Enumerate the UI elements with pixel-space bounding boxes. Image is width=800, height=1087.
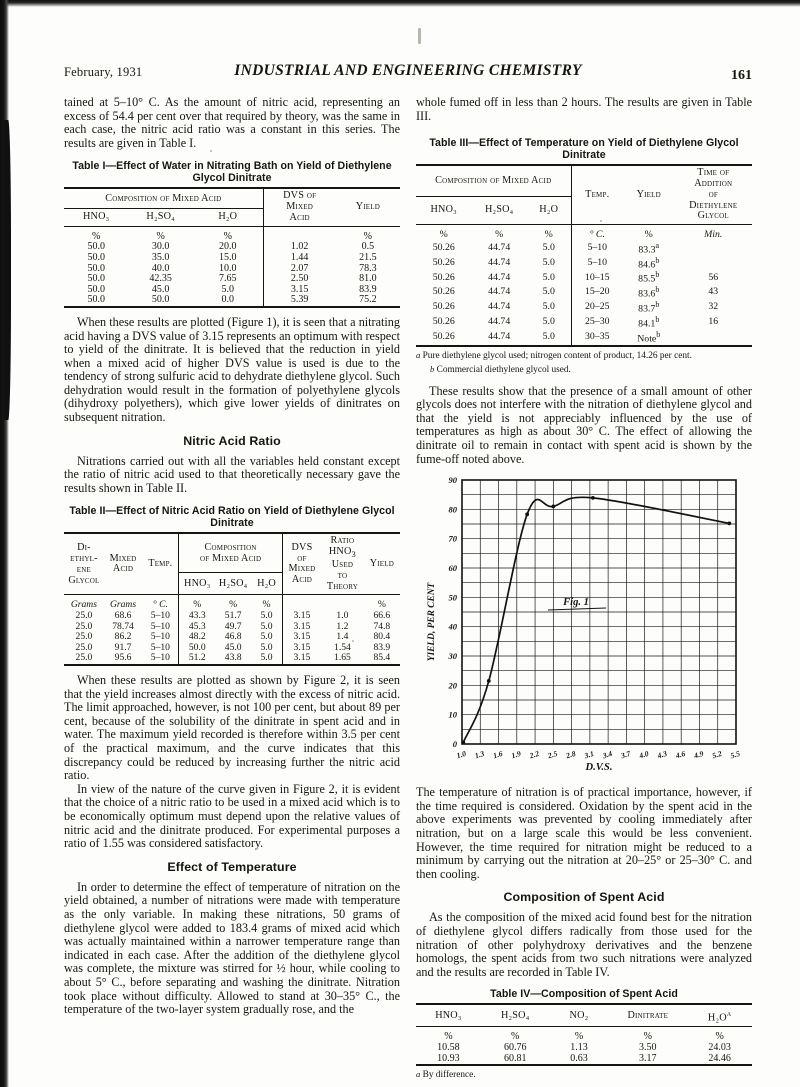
table-row	[416, 241, 752, 256]
paragraph-temperature-results: These results show that the presence of a small amount of other glycols does not interfere with the nitration of diethylene glycol and that the yield is not appreciably influenced by the use of temperatures as high as about 30° C. The effect of allowing the dinitrate oil to remain in contact with spent acid is shown by the fume-off noted above.	[416, 383, 752, 466]
cell: 45.0	[151, 283, 170, 295]
cell: 1.54	[334, 641, 351, 653]
cell: 43.8	[215, 653, 251, 665]
cell: 44.74	[471, 330, 527, 346]
table-3-unit-5: Min.	[704, 229, 723, 241]
paragraph-figure2-discussion: When these results are plotted as shown by Figure 2, it is seen that the yield increases almost directly with the excess of nitric acid. The limit approached, however, is not 100 per cent, but about 89 per cent, because of the solubility of the dinitrate in spent acid and in water. The maximum yield recorded is therefore within 3.5 per cent of the practical maximum, and the curve indicates that this discrepancy could be reduced by increasing further the nitric acid ratio.	[64, 673, 400, 783]
svg-text:5.2: 5.2	[711, 749, 723, 761]
table-1-col-dvs: DVS of Mixed Acid	[263, 188, 336, 226]
paragraph-spent-acid: As the composition of the mixed acid found best for the nitration of diethylene glycol differs radically from those used for the nitration of other polyhydroxy derivatives and the benzene homologs, the spent acids from two such nitrations were analyzed and the results are recorded in Table IV.	[416, 910, 752, 979]
table-1	[64, 160, 400, 308]
table-4-unit-4: %	[715, 1031, 724, 1043]
cell: 50.26	[432, 316, 455, 328]
cell: 5.0	[260, 610, 273, 622]
cell: 74.8	[373, 620, 391, 632]
paragraph-practical-importance: The temperature of nitration is of practical importance, however, if the time required is considered. Oxidation by the spent acid in the above experiments was prevented by cooling immediately after nitration, but on a large scale this would be less convenient. However, the time required for nitration might be reduced to a minimum by carrying out the nitration at 20–25° or 25–30° C. and then cooling.	[416, 785, 752, 881]
cell: 50.26	[432, 271, 455, 283]
cell: 83.9	[373, 641, 391, 653]
cell: 42.35	[149, 273, 172, 285]
table-1-group-header: Composition of Mixed Acid	[64, 188, 263, 208]
table-row	[416, 256, 752, 271]
figure-1	[416, 472, 752, 778]
table-2-unit-6	[282, 595, 321, 611]
table-3-grid	[416, 164, 752, 347]
cell: 0.0	[193, 295, 263, 307]
table-row	[64, 295, 400, 307]
cell: 85.5$^b$	[638, 270, 660, 285]
cell: 10.0	[219, 262, 237, 274]
cell: 85.4	[364, 653, 400, 665]
cell: 1.44	[263, 253, 336, 264]
table-2-col-temp: Temp.	[148, 558, 173, 570]
svg-text:5.5: 5.5	[729, 749, 742, 761]
cell: 43.3	[179, 611, 215, 622]
table-3-unit-3: ° C.	[571, 225, 623, 241]
table-2-group-header: Composition of Mixed Acid	[179, 533, 282, 572]
cell: 3.15	[282, 622, 321, 633]
svg-text:90: 90	[448, 475, 457, 486]
table-4-unit-1: %	[511, 1031, 520, 1043]
cell: 32	[708, 301, 719, 313]
table-3-col-temp: Temp.	[571, 165, 623, 224]
cell: 44.74	[488, 256, 511, 268]
svg-text:3.1: 3.1	[583, 749, 595, 761]
cell: 5.0	[542, 286, 555, 298]
cell: 20.0	[219, 241, 237, 253]
cell: 3.15	[282, 643, 321, 654]
cell: 84.1$^b$	[638, 315, 660, 330]
cell: 49.7	[224, 620, 242, 632]
table-3-group-header: Composition of Mixed Acid	[416, 165, 571, 196]
table-row	[416, 300, 752, 315]
cell: 25.0	[75, 620, 93, 632]
svg-text:1.9: 1.9	[510, 749, 522, 761]
table-2-col-glycol: Di- ethyl- ene Glycol	[68, 542, 100, 586]
cell: 50.26	[432, 256, 455, 268]
cell: 3.50	[639, 1042, 657, 1054]
cell: 5.0	[542, 301, 555, 313]
cell: 50.0	[87, 273, 105, 285]
page-number: 161	[731, 68, 752, 83]
figure-1-chart	[416, 472, 752, 778]
table-2-unit-8: %	[377, 599, 386, 611]
cell: 44.74	[488, 241, 511, 253]
table-row	[416, 285, 752, 300]
cell: 5.0	[260, 620, 273, 632]
chart-curve	[463, 497, 729, 742]
paragraph-nitrations: Nitrations carried out with all the variables held constant except the ratio of nitric acid used to that theoretically necessary gave the results shown in Table II.	[64, 453, 400, 495]
running-head	[64, 62, 752, 84]
cell: 50.0	[179, 643, 215, 654]
cell: 21.5	[359, 251, 377, 263]
table-2-col-h2so4: H₂SO₄	[215, 573, 251, 595]
journal-title: INDUSTRIAL AND ENGINEERING CHEMISTRY	[234, 62, 582, 79]
cell: 66.6	[373, 610, 391, 622]
table-2-col-dvs: DVS of Mixed Acid	[282, 533, 321, 595]
table-4-col-h2o: $H_2O^a$	[707, 1009, 732, 1024]
cell: 1.2	[336, 620, 349, 632]
paragraph-dvs-optimum: When these results are plotted (Figure 1), it is seen that a nitrating acid having a DVS value of 3.15 represents an optimum with respect to yield of the dinitrate. It is believed that the reduction in yield when a mixed acid of higher DVS value is used is due to the tendency of strong sulfuric acid to dehydrate diethylene glycol. Such dehydration would result in the formation of polyethylene glycols (dihydroxy polyethers), which give lower yields of dinitrates on subsequent nitration.	[64, 314, 400, 425]
svg-text:40: 40	[448, 621, 457, 632]
cell: 24.03	[708, 1042, 731, 1054]
cell	[675, 256, 753, 271]
table-2-col-mixed-acid: Mixed Acid	[109, 552, 137, 575]
cell: 48.2	[179, 632, 215, 643]
cell: 68.6	[114, 610, 132, 622]
cell: 25.0	[75, 610, 93, 622]
table-row	[64, 653, 400, 665]
cell: 25–30	[571, 315, 623, 330]
cell: 75.2	[336, 295, 400, 307]
table-3-col-yield: Yield	[636, 188, 661, 200]
svg-text:1.3: 1.3	[473, 749, 486, 761]
heading-composition-spent-acid: Composition of Spent Acid	[503, 890, 665, 905]
table-3	[416, 137, 752, 375]
cell: 7.65	[219, 273, 237, 285]
cell: 50.0	[87, 241, 105, 253]
table-2-col-ratio: Ratio $HNO_3$ Used to Theory	[326, 535, 358, 592]
cell: 60.76	[503, 1042, 527, 1054]
table-3-footnote-b: b Commercial diethylene glycol used.	[430, 364, 571, 376]
svg-text:2.2: 2.2	[528, 749, 541, 761]
table-2-unit-0: Grams	[70, 599, 97, 611]
paragraph-fumed-off: whole fumed off in less than 2 hours. The results are given in Table III.	[416, 95, 752, 123]
table-4-unit-0: %	[444, 1031, 453, 1043]
chart-x-tick-labels	[455, 749, 741, 761]
chart-gridlines	[462, 480, 736, 744]
cell: 80.4	[373, 631, 391, 643]
cell: 44.74	[488, 271, 511, 283]
heading-effect-of-temperature: Effect of Temperature	[167, 859, 297, 874]
cell: 30.0	[151, 241, 170, 253]
svg-text:80: 80	[448, 504, 457, 515]
svg-text:1.0: 1.0	[455, 749, 468, 761]
table-3-col-hno3: HNO₃	[416, 196, 471, 224]
cell: 5–10	[150, 620, 170, 632]
table-row	[416, 1054, 752, 1066]
cell: 46.8	[224, 631, 242, 643]
cell: 43	[708, 286, 719, 298]
scan-artifact-left	[0, 0, 9, 1087]
cell: 24.46	[687, 1054, 752, 1066]
svg-text:2.8: 2.8	[565, 749, 577, 761]
cell: 44.74	[488, 286, 511, 298]
table-4-col-h2so4: H₂SO₄	[500, 1010, 530, 1022]
table-2-title: Table II—Effect of Nitric Acid Ratio on Yield of Diethylene Glycol Dinitrate	[69, 505, 395, 530]
cell	[675, 330, 753, 346]
cell: 50.0	[87, 283, 105, 295]
cell: 0.63	[550, 1054, 609, 1066]
svg-text:4.0: 4.0	[638, 749, 650, 761]
right-column	[416, 96, 752, 1087]
table-2-unit-3: %	[179, 595, 215, 611]
table-2-grid	[64, 532, 400, 666]
table-1-col-h2o: H₂O	[193, 208, 263, 226]
table-3-footnote-a: a Pure diethylene glycol used; nitrogen content of product, 14.26 per cent.	[416, 349, 692, 361]
table-4-col-no2: NO₂	[569, 1010, 589, 1022]
chart-figure-label-underline	[548, 608, 606, 610]
svg-text:3.4: 3.4	[601, 749, 614, 761]
scan-speck	[418, 28, 421, 44]
cell: 50.26	[432, 301, 455, 313]
cell: 1.0	[336, 610, 349, 622]
table-4-footnote-a: a By difference.	[416, 1069, 476, 1081]
cell: 30–35	[571, 330, 623, 346]
table-4-title: Table IV—Composition of Spent Acid	[490, 988, 678, 1001]
table-1-unit-3	[263, 226, 336, 242]
cell: Note$^b$	[623, 330, 675, 346]
cell: 78.3	[359, 262, 377, 274]
table-row	[64, 253, 400, 264]
cell: 25.0	[75, 641, 93, 653]
cell: 50.0	[87, 251, 105, 263]
cell: 10.93	[416, 1054, 481, 1066]
table-4-col-hno3: HNO₃	[435, 1010, 462, 1022]
paragraph-continued: tained at 5–10° C. As the amount of nitric acid, representing an excess of 54.4 per cent over that required by theory, was the same in each case, the nitric acid ratio was a constant in this series. The results are given in Table I.	[64, 95, 400, 150]
table-2-col-h2o: H₂O	[251, 573, 282, 595]
cell: 2.50	[263, 274, 336, 285]
cell: 51.2	[179, 653, 215, 665]
cell: 81.0	[359, 273, 377, 285]
cell: 3.15	[282, 611, 321, 622]
table-2-unit-2: ° C.	[152, 599, 168, 611]
issue-date: February, 1931	[64, 65, 143, 79]
cell: 35.0	[151, 251, 170, 263]
table-1-unit-0: %	[92, 230, 101, 242]
table-3-col-h2o: H₂O	[527, 196, 571, 224]
heading-nitric-acid-ratio: Nitric Acid Ratio	[183, 433, 281, 448]
svg-text:2.5: 2.5	[546, 749, 559, 761]
table-4-grid	[416, 1003, 752, 1066]
left-column	[64, 96, 400, 1017]
table-row	[416, 330, 752, 346]
cell: 56	[708, 271, 719, 283]
chart-x-axis-label: D.V.S.	[585, 762, 613, 774]
cell: 20–25	[571, 300, 623, 315]
table-3-col-time: Time of Addition of Diethylene Glycol	[689, 167, 738, 222]
table-2-unit-7	[321, 595, 364, 611]
table-1-unit-4: %	[363, 230, 372, 242]
svg-text:0: 0	[452, 739, 457, 750]
cell: 5.0	[542, 271, 555, 283]
paragraph-temperature-method: In order to determine the effect of temperature of nitration on the yield obtained, a number of nitrations were made with temperature as the only variable. In making these nitrations, 50 grams of diethylene glycol were added to 183.4 grams of mixed acid which was actually maintained within a narrower temperature range than indicated in each case. After the addition of the diethylene glycol was complete, the mixture was stirred for ½ hour, while cooling to about 5° C., before separating and washing the dinitrate. Nitration took place without difficulty. Allowed to stand at 30–35° C., the temperature of the two-layer system gradually rose, and the	[64, 879, 400, 1017]
table-2-unit-4: %	[229, 599, 238, 611]
cell: 50.0	[64, 295, 128, 307]
cell: 25.0	[64, 653, 104, 665]
svg-text:30: 30	[448, 651, 457, 662]
cell: 91.7	[114, 641, 132, 653]
cell: 10.58	[437, 1042, 460, 1054]
cell: 1.65	[321, 653, 364, 665]
cell: 15–20	[571, 285, 623, 300]
table-3-unit-2: %	[544, 229, 553, 241]
table-row	[416, 315, 752, 330]
table-2	[64, 505, 400, 666]
cell: 83.6$^b$	[638, 285, 660, 300]
cell	[675, 241, 753, 256]
cell: 83.7$^b$	[638, 300, 660, 315]
table-1-col-hno3: HNO₃	[64, 208, 128, 226]
svg-text:4.6: 4.6	[674, 749, 687, 761]
cell: 50.26	[432, 286, 455, 298]
cell: 1.13	[570, 1042, 588, 1054]
cell: 10–15	[571, 270, 623, 285]
svg-text:3.7: 3.7	[619, 749, 632, 761]
table-3-unit-0: %	[439, 229, 448, 241]
cell: 84.6$^b$	[638, 255, 660, 270]
cell: 25.0	[75, 631, 93, 643]
table-4-unit-3: %	[643, 1031, 652, 1043]
svg-text:60: 60	[448, 563, 457, 574]
cell: 60.81	[481, 1054, 550, 1066]
table-1-col-h2so4: H₂SO₄	[128, 208, 192, 226]
cell: 51.7	[224, 610, 242, 622]
cell: 3.15	[282, 632, 321, 643]
cell: 5–10	[142, 653, 179, 665]
cell: 50.26	[416, 330, 471, 346]
cell: 16	[708, 316, 719, 328]
table-1-unit-2: %	[223, 230, 232, 242]
table-3-unit-4: %	[644, 229, 653, 241]
table-4-unit-2: %	[574, 1031, 584, 1043]
chart-y-axis-label: YIELD, PER CENT	[427, 582, 437, 662]
table-2-col-yield: Yield	[369, 558, 394, 570]
cell: 5.0	[542, 256, 555, 268]
cell: 50.0	[128, 295, 192, 307]
cell: 5–10	[150, 631, 170, 643]
svg-text:50: 50	[448, 592, 457, 603]
cell: 40.0	[151, 262, 170, 274]
cell: 86.2	[114, 631, 132, 643]
svg-text:70: 70	[448, 533, 457, 544]
cell: 44.74	[488, 316, 511, 328]
cell: 83.3$^a$	[638, 240, 660, 256]
cell: 95.6	[104, 653, 142, 665]
table-3-unit-1: %	[495, 229, 504, 241]
cell: 2.07	[263, 264, 336, 275]
paragraph-nitric-ratio-choice: In view of the nature of the curve given in Figure 2, it is evident that the choice of a nitric ratio to be used in a mixed acid which is to be economically optimum must depend upon the relative values of nitric acid and the dinitrate produced. For experimental purposes a ratio of 1.55 was considered satisfactory.	[64, 781, 400, 851]
cell: 44.74	[488, 301, 511, 313]
cell: 45.3	[179, 622, 215, 633]
cell: 1.4	[336, 631, 349, 643]
svg-text:1.6: 1.6	[491, 749, 504, 761]
cell: 78.74	[112, 620, 134, 632]
table-4	[416, 988, 752, 1080]
cell: 0.5	[361, 241, 375, 253]
cell: 3.15	[282, 653, 321, 665]
table-3-col-h2so4: H₂SO₄	[471, 196, 527, 224]
cell: 5–10	[150, 641, 170, 653]
cell: 5–10	[150, 610, 170, 622]
svg-text:20: 20	[448, 680, 457, 691]
cell: 3.15	[263, 285, 336, 296]
cell: 5.0	[527, 330, 571, 346]
table-1-title: Table I—Effect of Water in Nitrating Bath on Yield of Diethylene Glycol Dinitrate	[72, 160, 392, 185]
scan-artifact-top	[0, 0, 800, 7]
cell: 83.9	[359, 283, 377, 295]
cell: 15.0	[219, 251, 237, 263]
svg-text:4.3: 4.3	[656, 749, 669, 761]
cell: 50.26	[432, 241, 455, 253]
table-3-title: Table III—Effect of Temperature on Yield of Diethylene Glycol Dinitrate	[429, 137, 739, 162]
cell: 1.02	[263, 242, 336, 253]
cell: 50.0	[87, 262, 105, 274]
cell: 5.0	[251, 653, 282, 665]
cell: 3.17	[608, 1054, 687, 1066]
table-2-unit-1: Grams	[109, 599, 137, 611]
svg-text:10: 10	[448, 709, 457, 720]
cell: 5.0	[221, 283, 234, 295]
table-row	[416, 270, 752, 285]
table-4-col-dinitrate: Dinitrate	[627, 1010, 669, 1022]
cell: 5.0	[542, 316, 555, 328]
table-2-unit-5: %	[262, 599, 271, 611]
chart-figure-label: Fig. 1	[563, 597, 589, 609]
table-1-grid	[64, 187, 400, 308]
cell: 5.0	[260, 641, 273, 653]
cell: 5.39	[263, 295, 336, 307]
table-2-col-hno3: HNO₃	[179, 573, 215, 595]
cell: 45.0	[224, 641, 242, 653]
svg-text:4.9: 4.9	[692, 749, 705, 761]
table-1-col-yield: Yield	[355, 201, 380, 213]
cell: 5.0	[542, 241, 555, 253]
table-1-unit-1: %	[156, 230, 165, 242]
cell: 5.0	[260, 631, 273, 643]
cell: 5–10	[571, 256, 623, 271]
chart-y-tick-labels	[448, 475, 458, 749]
cell: 5–10	[571, 241, 623, 256]
